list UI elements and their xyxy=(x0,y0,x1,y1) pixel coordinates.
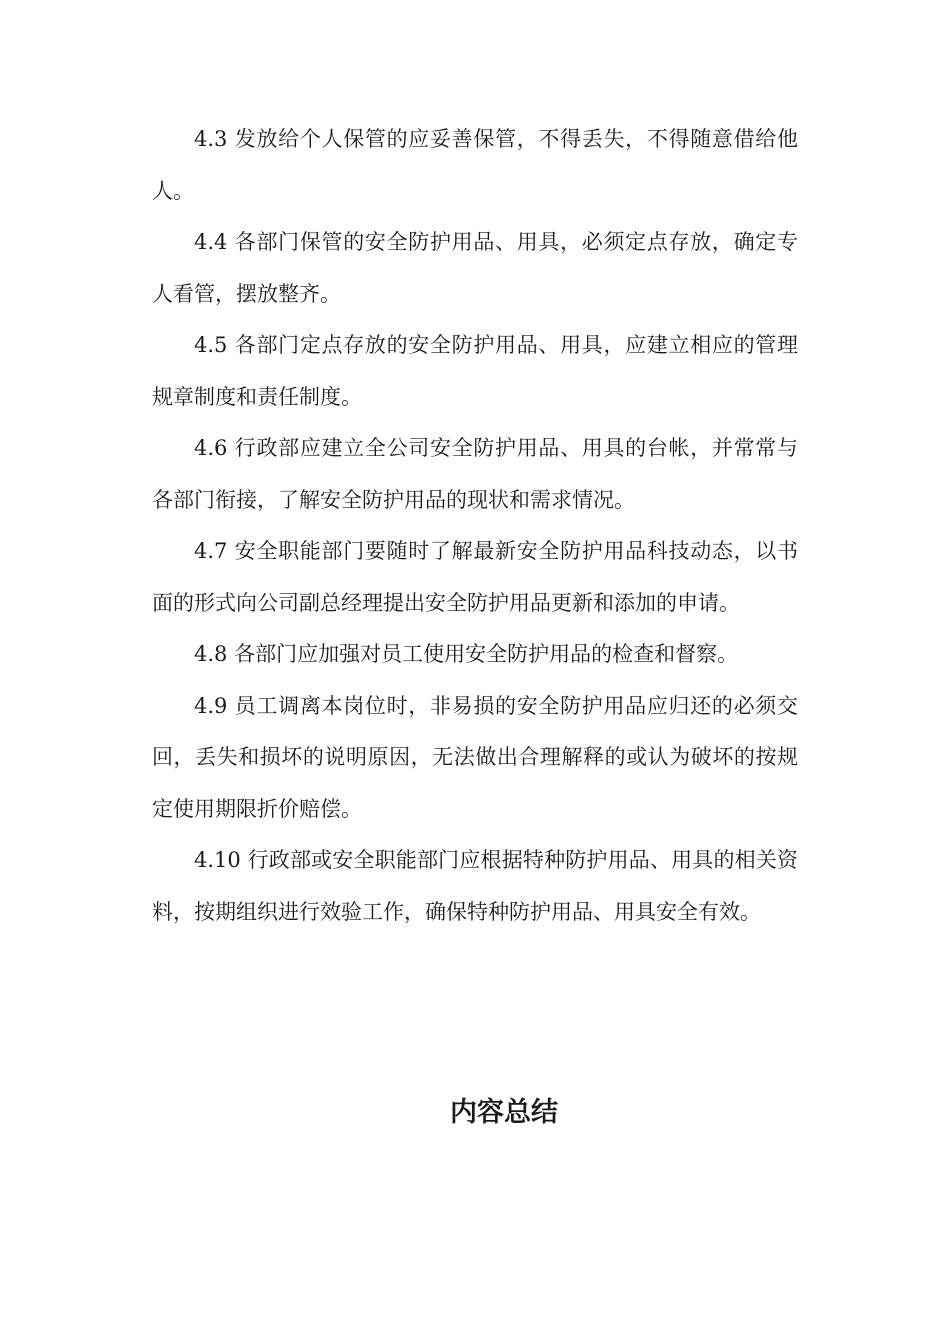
paragraph-4-5: 4.5 各部门定点存放的安全防护用品、用具，应建立相应的管理规章制度和责任制度。 xyxy=(152,333,798,409)
paragraph-4-4: 4.4 各部门保管的安全防护用品、用具，必须定点存放，确定专人看管，摆放整齐。 xyxy=(152,230,798,306)
document-body xyxy=(152,114,798,938)
paragraph-4-3: 4.3 发放给个人保管的应妥善保管，不得丢失，不得随意借给他人。 xyxy=(152,127,798,203)
paragraph-4-6: 4.6 行政部应建立全公司安全防护用品、用具的台帐，并常常与各部门衔接，了解安全防护用品的现状和需求情况。 xyxy=(152,436,798,512)
paragraph-4-8: 4.8 各部门应加强对员工使用安全防护用品的检查和督察。 xyxy=(194,642,739,666)
paragraph-4-7: 4.7 安全职能部门要随时了解最新安全防护用品科技动态，以书面的形式向公司副总经理提出安全防护用品更新和添加的申请。 xyxy=(152,539,798,615)
paragraph-4-10: 4.10 行政部或安全职能部门应根据特种防护用品、用具的相关资料，按期组织进行效验工作，确保特种防护用品、用具安全有效。 xyxy=(152,848,798,924)
summary-heading: 内容总结 xyxy=(450,1097,558,1128)
paragraph-4-9: 4.9 员工调离本岗位时，非易损的安全防护用品应归还的必须交回，丢失和损坏的说明原因，无法做出合理解释的或认为破坏的按规定使用期限折价赔偿。 xyxy=(152,693,798,821)
